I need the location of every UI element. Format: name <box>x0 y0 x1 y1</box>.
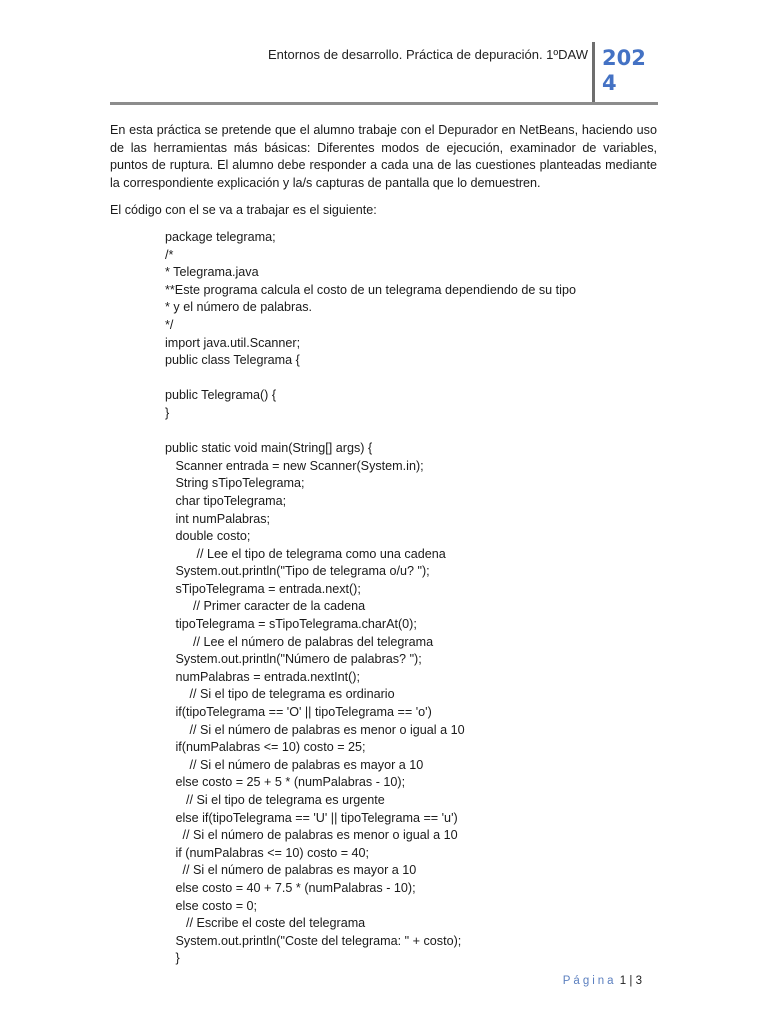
code-line: public class Telegrama { <box>165 353 300 368</box>
code-listing <box>165 229 645 968</box>
header-title: Entornos de desarrollo. Práctica de depuración. 1ºDAW <box>267 47 588 62</box>
code-line: * Telegrama.java <box>165 265 259 280</box>
page-footer <box>563 975 642 987</box>
header-divider-vertical <box>592 42 595 104</box>
code-line: // Si el número de palabras es mayor a 10 <box>165 863 417 878</box>
code-line <box>165 370 645 388</box>
code-line: // Lee el número de palabras del telegrama <box>165 634 434 649</box>
code-line: public Telegrama() { <box>165 388 277 403</box>
code-line <box>165 423 645 441</box>
code-line: **Este programa calcula el costo de un telegrama dependiendo de su tipo <box>165 282 576 297</box>
code-line: } <box>165 951 180 966</box>
code-line: double costo; <box>165 529 251 544</box>
code-line: else costo = 25 + 5 * (numPalabras - 10); <box>165 775 406 790</box>
code-line: else costo = 0; <box>165 898 258 913</box>
header-divider-horizontal <box>110 102 658 105</box>
code-line: System.out.println("Número de palabras? "); <box>165 652 422 667</box>
code-line: import java.util.Scanner; <box>165 335 301 350</box>
code-line: public static void main(String[] args) { <box>165 441 373 456</box>
code-lead-paragraph: El código con el se va a trabajar es el siguiente: <box>110 203 377 217</box>
code-line: numPalabras = entrada.nextInt(); <box>165 669 360 684</box>
code-line: // Si el tipo de telegrama es ordinario <box>165 687 395 702</box>
footer-page-label: Página <box>562 975 617 987</box>
code-line: char tipoTelegrama; <box>165 493 287 508</box>
code-line: if(numPalabras <= 10) costo = 25; <box>165 740 366 755</box>
code-line: Scanner entrada = new Scanner(System.in); <box>165 458 424 473</box>
code-line: // Si el número de palabras es menor o igual a 10 <box>165 722 465 737</box>
code-line: // Primer caracter de la cadena <box>165 599 366 614</box>
code-line: if(tipoTelegrama == 'O' || tipoTelegrama == 'o') <box>165 705 432 720</box>
code-line: /* <box>165 247 174 262</box>
code-line: // Si el número de palabras es menor o igual a 10 <box>165 828 458 843</box>
code-line: else if(tipoTelegrama == 'U' || tipoTelegrama == 'u') <box>165 810 458 825</box>
code-line: if (numPalabras <= 10) costo = 40; <box>165 845 370 860</box>
code-line: // Si el tipo de telegrama es urgente <box>165 793 385 807</box>
intro-paragraph: En esta práctica se pretende que el alumno trabaje con el Depurador en NetBeans, haciendo uso de las herramientas más básicas: Diferentes modos de ejecución, examinador de variables, puntos de ruptura. El alumno debe responder a cada una de las cuestiones planteadas mediante la correspondiente explicación y la/s capturas de pantalla que lo demuestren. <box>110 123 657 190</box>
code-line: tipoTelegrama = sTipoTelegrama.charAt(0); <box>165 617 417 632</box>
code-line: } <box>165 405 170 420</box>
code-line: // Escribe el coste del telegrama <box>165 916 366 931</box>
code-line: System.out.println("Tipo de telegrama o/u? "); <box>165 564 430 579</box>
code-line: // Lee el tipo de telegrama como una cadena <box>165 546 446 561</box>
code-line: * y el número de palabras. <box>165 300 313 315</box>
footer-page-total: 3 <box>635 975 642 987</box>
code-line: else costo = 40 + 7.5 * (numPalabras - 10); <box>165 880 416 895</box>
footer-separator: | <box>629 975 633 987</box>
code-line: System.out.println("Coste del telegrama: " + costo); <box>165 933 462 948</box>
code-line: String sTipoTelegrama; <box>165 476 305 491</box>
code-line: sTipoTelegrama = entrada.next(); <box>165 581 361 596</box>
header-year: 2024 <box>602 46 646 95</box>
code-line: int numPalabras; <box>165 511 270 526</box>
code-line: package telegrama; <box>165 230 276 244</box>
code-line: */ <box>165 317 174 332</box>
footer-page-number: 1 <box>619 975 627 987</box>
code-line: // Si el número de palabras es mayor a 10 <box>165 757 424 772</box>
